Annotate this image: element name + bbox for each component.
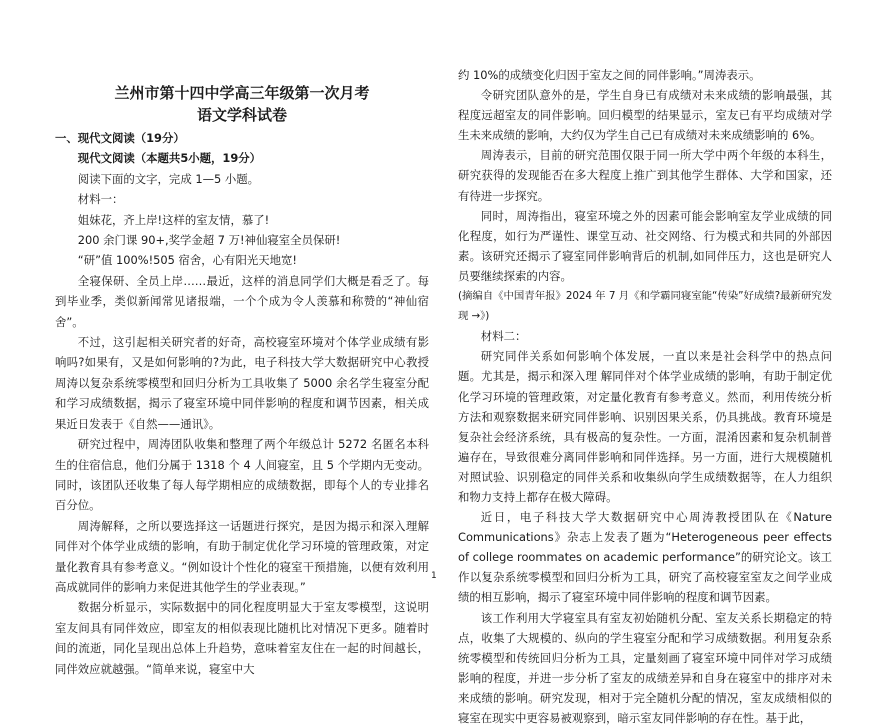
page-number: 1 <box>431 571 437 581</box>
paragraph: 研究同伴关系如何影响个体发展，一直以来是社会科学中的热点问题。尤其是，揭示和深入理 解同伴对个体学业成绩的影响，有助于制定优化学习环境的管理政策，对定量化教育有参考意义。然而，利用传统分析方法和观察数据来研究同伴影响、识别因果关系，仍具挑战。教育环境是复杂社会经济系统，具有极高的复杂性。一方面，混淆因素和复杂机制普遍存在，导致很难分离同伴影响和同伴选择。另一方面，进行大规模随机对照试验、识别稳定的同伴关系和收集纵向学生成绩数据等，在人力组织和物力支持上都存在极大障碍。 <box>458 349 832 504</box>
paragraph: 200 余门课 90+,奖学金超 7 万!神仙寝室全员保研! <box>77 233 341 248</box>
paragraph: 研究过程中，周涛团队收集和整理了两个年级总计 5272 名匿名本科生的住宿信息，他们分属于 1318 个 4 人间寝室，且 5 个学期内无变动。同时，该团队还收集了每人每学期相应的成绩数据，即每个人的专业排名百分位。 <box>55 437 429 513</box>
paragraph: 不过，这引起相关研究者的好奇，高校寝室环境对个体学业成绩有影响吗?如果有，又是如何影响的?为此，电子科技大学大数据研究中心教授周涛以复杂系统零模型和回归分析为工具收集了 5000 余名学生寝室分配和学习成绩数据，揭示了寝室环境中同伴影响的程度和调节因素，相关成果近日发表于《自然——通讯》。 <box>55 335 429 431</box>
paragraph: 周涛解释，之所以要选择这一话题进行探究，是因为揭示和深入理解同伴对个体学业成绩的影响，有助于制定优化学习环境的管理政策，对定量化教育具有参考意义。“例如设计个性化的寝室干预措施，以便有效利用高成就同伴的影响力来促进其他学生的学业表现。” <box>55 518 429 594</box>
paragraph: “研”值 100%!505 宿舍，心有阳光天地宽! <box>77 253 297 268</box>
exam-title: 兰州市第十四中学高三年级第一次月考 <box>114 84 370 102</box>
paragraph: 数据分析显示，实际数据中的同化程度明显大于室友零模型，这说明室友间具有同伴效应，即室友的相似表现比随机比对情况下更多。随着时间的流逝，同化呈现出总体上升趋势，意味着室友住在一起的时间越长，同伴效应就越强。“简单来说，寝室中大 <box>55 600 429 676</box>
paragraph: 令研究团队意外的是，学生自身已有成绩对未来成绩的影响最强，其程度远超室友的同伴影响。回归模型的结果显示，室友已有平均成绩对学生未来成绩的影响，大约仅为学生自己已有成绩对未来成绩影响的 6%。 <box>458 88 832 143</box>
right-column <box>458 65 832 728</box>
paragraph: 全寝保研、全员上岸……最近，这样的消息同学们大概是看乏了。每到毕业季，类似新闻常见诸报端，一个个成为令人羡慕和称赞的“神仙宿舍”。 <box>55 273 429 329</box>
material-two-label: 材料二： <box>480 329 527 344</box>
section-heading: 一、现代文阅读（19分） <box>55 131 185 145</box>
left-column <box>55 64 429 679</box>
material-one-label: 材料一： <box>77 192 124 207</box>
paragraph: 姐妹花，齐上岸!这样的室友情，慕了! <box>77 212 270 227</box>
paragraph: 近日，电子科技大学大数据研究中心周涛教授团队在《Nature Communications》杂志上发表了题为“Heterogeneous peer effects of college roommates on academic performance”的研究论文。该工作以复杂系统零模型和回归分析为工具，研究了高校寝室室友之间学业成绩的相互影响，揭示了寝室环境中同伴影响的程度和调节因素。 <box>458 510 832 605</box>
sub-heading: 现代文阅读（本题共5小题，19分） <box>77 151 262 166</box>
source-citation: (摘编自《中国青年报》2024 年 7 月《和学霸同寝室能“传染”好成绩?最新研究发现 →》) <box>458 290 832 323</box>
paragraph: 该工作利用大学寝室具有室友初始随机分配、室友关系长期稳定的特点，收集了大规模的、纵向的学生寝室分配和学习成绩数据。利用复杂系统零模型和传统回归分析为工具，定量刻画了寝室环境中同伴对学习成绩影响的程度，并进一步分析了室友的成绩差异和自身在寝室中的排序对未来成绩的影响。研究发现，相对于完全随机分配的情况，室友成绩相似的寝室在现实中更容易被观察到，暗示室友同伴影响的存在性。基于此， <box>458 610 832 725</box>
instruction: 阅读下面的文字，完成 1—5 小题。 <box>77 171 260 186</box>
paragraph: 约 10%的成绩变化归因于室友之间的同伴影响。”周涛表示。 <box>458 68 761 82</box>
paragraph: 同时，周涛指出，寝室环境之外的因素可能会影响室友学业成绩的同化程度，如行为严谨性、课堂互动、社交网络、行为模式和共同的外部因素。该研究还揭示了寝室同伴影响背后的机制,如同伴压力，这也是研究人员要继续探索的内容。 <box>458 208 832 283</box>
paragraph: 周涛表示，目前的研究范围仅限于同一所大学中两个年级的本科生，研究获得的发现能否在多大程度上推广到其他学生群体、大学和国家，还有待进一步探究。 <box>458 148 832 203</box>
exam-subtitle: 语文学科试卷 <box>196 106 287 124</box>
